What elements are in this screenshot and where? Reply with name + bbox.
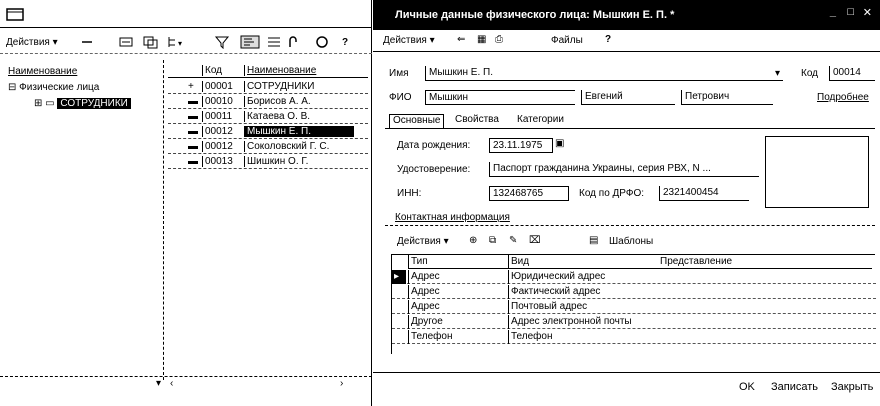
name-input[interactable]: Мышкин Е. П. <box>425 66 783 81</box>
code-input[interactable]: 00014 <box>829 66 875 81</box>
column-view[interactable]: Представление <box>658 255 872 269</box>
table-row[interactable] <box>168 140 368 154</box>
row-name: Борисов А. А. <box>244 96 354 107</box>
contacts-actions-menu[interactable]: Действия ▾ <box>397 236 449 247</box>
ok-button[interactable]: OK <box>739 381 755 393</box>
contact-kind: Почтовый адрес <box>508 300 658 314</box>
row-name: Соколовский Г. С. <box>244 141 354 152</box>
maximize-icon[interactable]: □ <box>847 6 854 18</box>
group-tree <box>4 60 164 380</box>
delete-contact-icon[interactable]: ⌧ <box>529 235 541 246</box>
contacts-header: Контактная информация <box>395 212 510 223</box>
table-row[interactable] <box>168 125 368 139</box>
catalog-titlebar <box>0 0 372 28</box>
contact-row[interactable] <box>392 285 876 299</box>
close-button[interactable]: Закрыть <box>831 381 874 393</box>
templates-button[interactable]: Шаблоны <box>609 236 654 247</box>
element-row-icon: ▬ <box>188 111 198 122</box>
code-label: Код <box>801 68 819 79</box>
contact-kind: Фактический адрес <box>508 285 658 299</box>
contact-kind: Юридический адрес <box>508 270 658 284</box>
contact-row[interactable] <box>392 330 876 344</box>
id-document-input[interactable]: Паспорт гражданина Украины, серия РВХ, N ... <box>489 162 759 177</box>
edit-contact-icon[interactable]: ✎ <box>509 235 518 246</box>
go-to-icon[interactable]: ⇐ <box>457 34 466 45</box>
table-row[interactable] <box>168 95 368 109</box>
current-row-icon: ▸ <box>392 270 406 284</box>
folder-icon: ▭ <box>45 97 55 109</box>
inn-input[interactable]: 132468765 <box>489 186 569 201</box>
tree-header: Наименование <box>8 65 78 77</box>
add-group-icon[interactable] <box>118 33 136 51</box>
table-row[interactable] <box>168 80 368 94</box>
row-code: 00012 <box>202 126 242 137</box>
expand-icon[interactable]: ⊞ <box>34 97 43 109</box>
minimize-icon[interactable]: _ <box>829 6 836 18</box>
refresh-icon[interactable] <box>286 33 302 51</box>
contacts-section <box>385 212 875 226</box>
calendar-icon[interactable]: ▣ <box>555 138 565 149</box>
copy-icon[interactable] <box>142 33 160 51</box>
contact-row[interactable] <box>392 315 876 329</box>
contact-type: Адрес <box>408 285 508 299</box>
contacts-actions-label: Действия <box>397 236 441 247</box>
drfo-input[interactable]: 2321400454 <box>659 186 749 201</box>
table-row[interactable] <box>168 155 368 169</box>
tab-main[interactable]: Основные <box>389 114 444 128</box>
tab-categories[interactable]: Категории <box>517 114 564 125</box>
horizontal-scrollbar[interactable] <box>0 376 372 392</box>
collapse-icon[interactable]: ⊟ <box>8 81 17 93</box>
tab-properties[interactable]: Свойства <box>455 114 499 125</box>
photo-frame[interactable] <box>765 136 869 208</box>
help-icon[interactable]: ? <box>605 34 612 45</box>
tree-item-employees[interactable] <box>34 96 131 110</box>
scroll-down-icon[interactable]: ▾ <box>156 378 162 389</box>
add-icon[interactable] <box>80 33 94 51</box>
contact-kind: Адрес электронной почты <box>508 315 658 329</box>
table-header <box>168 64 368 78</box>
actions-menu[interactable]: Действия ▾ <box>6 36 58 48</box>
form-footer <box>373 372 880 406</box>
name-label: Имя <box>389 68 409 79</box>
catalog-window <box>0 0 372 406</box>
contacts-table <box>391 254 875 354</box>
birth-date-label: Дата рождения: <box>397 140 471 151</box>
files-menu[interactable]: Файлы <box>551 35 583 46</box>
element-row-icon: ▬ <box>188 141 198 152</box>
table-row[interactable] <box>168 110 368 124</box>
surname-input[interactable]: Мышкин <box>425 90 575 105</box>
column-code[interactable]: Код <box>202 65 242 76</box>
add-contact-icon[interactable]: ⊕ <box>469 235 478 246</box>
contacts-toolbar <box>391 234 691 252</box>
scroll-left-icon[interactable]: ‹ <box>170 378 174 389</box>
form-actions-menu[interactable]: Действия ▾ <box>383 35 435 46</box>
form-titlebar <box>373 0 880 30</box>
list-icon[interactable] <box>266 33 282 51</box>
more-link[interactable]: Подробнее <box>817 92 869 103</box>
contact-type: Адрес <box>408 270 508 284</box>
contact-type: Другое <box>408 315 508 329</box>
element-row-icon: ▬ <box>188 156 198 167</box>
hierarchy-icon[interactable] <box>166 33 188 51</box>
drfo-label: Код по ДРФО: <box>579 188 645 199</box>
close-icon[interactable]: ✕ <box>862 7 872 19</box>
id-document-label: Удостоверение: <box>397 164 471 175</box>
tree-item-employees-label: СОТРУДНИКИ <box>57 98 130 109</box>
window-icon <box>6 6 26 22</box>
settings-icon[interactable] <box>314 33 330 51</box>
row-name: Мышкин Е. П. <box>244 126 354 137</box>
row-code: 00013 <box>202 156 242 167</box>
scroll-right-icon[interactable]: › <box>340 378 344 389</box>
column-type[interactable]: Тип <box>408 255 508 269</box>
row-name: Катаева О. В. <box>244 111 354 122</box>
row-code: 00011 <box>202 111 242 122</box>
row-code: 00012 <box>202 141 242 152</box>
row-code: 00001 <box>202 81 242 92</box>
tree-toggle-icon[interactable] <box>240 33 260 51</box>
tab-divider <box>385 128 875 129</box>
element-row-icon: ▬ <box>188 96 198 107</box>
person-form-window <box>373 0 880 406</box>
templates-icon[interactable]: ▤ <box>589 235 599 246</box>
contact-row[interactable] <box>392 300 876 314</box>
row-name: СОТРУДНИКИ <box>244 81 354 92</box>
contact-type: Телефон <box>408 330 508 344</box>
contact-kind: Телефон <box>508 330 658 344</box>
catalog-table <box>168 60 368 380</box>
patronymic-input[interactable]: Петрович <box>681 90 773 105</box>
row-name: Шишкин О. Г. <box>244 156 354 167</box>
inn-label: ИНН: <box>397 188 422 199</box>
birth-date-input[interactable]: 23.11.1975 <box>489 138 553 153</box>
print-icon[interactable]: ⎙ <box>495 34 503 45</box>
contact-row[interactable] <box>392 270 876 284</box>
svg-text:▾: ▾ <box>178 39 183 48</box>
first-name-input[interactable]: Евгений <box>581 90 675 105</box>
save-button[interactable]: Записать <box>771 381 819 393</box>
catalog-toolbar <box>0 30 372 54</box>
help-icon[interactable]: ? <box>342 36 349 48</box>
tree-item-root[interactable] <box>8 80 99 94</box>
form-title: Личные данные физического лица: Мышкин Е. П. * <box>395 9 675 21</box>
filter-icon[interactable] <box>214 33 230 51</box>
copy-contact-icon[interactable]: ⧉ <box>489 235 497 246</box>
row-code: 00010 <box>202 96 242 107</box>
contact-type: Адрес <box>408 300 508 314</box>
name-dropdown-icon[interactable]: ▾ <box>775 68 781 79</box>
actions-menu-label: Действия <box>6 36 50 48</box>
structure-icon[interactable]: ▦ <box>477 34 487 45</box>
folder-row-icon: + <box>188 81 194 92</box>
column-kind[interactable]: Вид <box>508 255 658 269</box>
column-name[interactable]: Наименование <box>244 65 354 76</box>
tree-item-root-label: Физические лица <box>19 81 100 93</box>
form-actions-label: Действия <box>383 35 427 46</box>
form-toolbar <box>373 32 880 52</box>
fio-label: ФИО <box>389 92 412 103</box>
element-row-icon: ▬ <box>188 126 198 137</box>
